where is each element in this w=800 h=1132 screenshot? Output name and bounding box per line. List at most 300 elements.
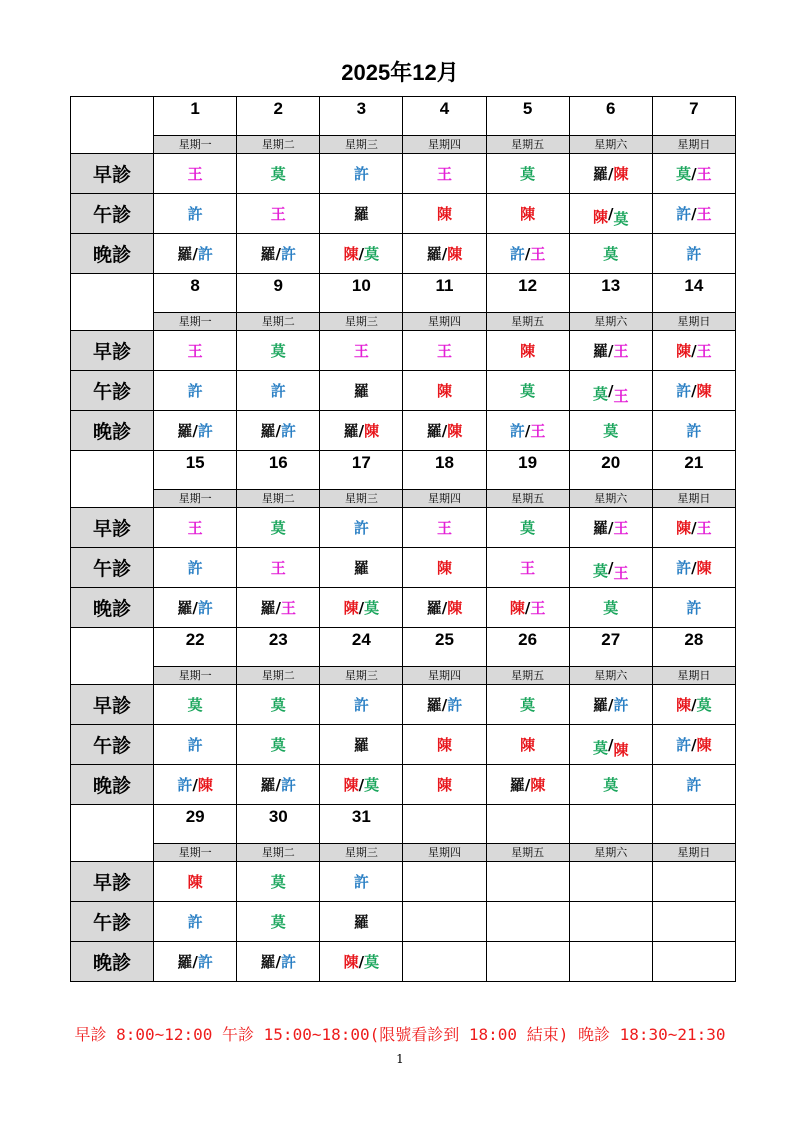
shift-cell xyxy=(320,685,403,725)
date-number xyxy=(652,805,735,844)
shift-cell xyxy=(320,194,403,234)
doctor-assignment xyxy=(320,517,402,538)
doctor-name: 莫 xyxy=(592,562,608,580)
clinic-hours-note: 早診 8:00~12:00 午診 15:00~18:00(限號看診到 18:00 結束) 晚診 18:30~21:30 xyxy=(74,1025,726,1044)
shift-cell xyxy=(569,902,652,942)
name-separator: / xyxy=(524,421,531,440)
date-number: 1 xyxy=(154,97,237,136)
date-number: 2 xyxy=(237,97,320,136)
session-row xyxy=(71,725,736,765)
doctor-assignment xyxy=(154,517,236,538)
doctor-name: 陳 xyxy=(676,696,692,714)
doctor-name: 許 xyxy=(676,205,692,223)
name-separator: / xyxy=(524,598,531,617)
doctor-name: 許 xyxy=(509,422,525,440)
shift-cell xyxy=(237,902,320,942)
shift-cell xyxy=(154,765,237,805)
doctor-name: 陳 xyxy=(520,736,536,754)
doctor-assignment xyxy=(320,380,402,401)
page-number: 1 xyxy=(396,1052,404,1066)
date-number: 19 xyxy=(486,451,569,490)
doctor-assignment xyxy=(320,243,402,264)
doctor-name: 莫 xyxy=(270,519,286,537)
doctor-name: 王 xyxy=(281,599,297,617)
doctor-name: 許 xyxy=(187,559,203,577)
doctor-assignment xyxy=(154,871,236,892)
doctor-assignment xyxy=(154,911,236,932)
doctor-name: 羅 xyxy=(260,422,276,440)
shift-cell xyxy=(403,194,486,234)
session-label: 早診 xyxy=(71,508,154,548)
name-separator: / xyxy=(192,775,198,794)
session-row xyxy=(71,154,736,194)
shift-cell xyxy=(320,765,403,805)
doctor-name: 羅 xyxy=(353,736,369,754)
shift-cell xyxy=(569,411,652,451)
weekday-label: 星期四 xyxy=(403,313,486,331)
doctor-name: 莫 xyxy=(364,245,380,263)
doctor-name: 王 xyxy=(270,205,286,223)
doctor-name: 陳 xyxy=(696,382,712,400)
doctor-name: 陳 xyxy=(447,245,463,263)
doctor-name: 莫 xyxy=(364,776,380,794)
doctor-assignment xyxy=(237,340,319,361)
doctor-assignment xyxy=(570,380,652,405)
doctor-name: 莫 xyxy=(270,736,286,754)
shift-cell xyxy=(569,508,652,548)
doctor-name: 陳 xyxy=(197,776,213,794)
date-row xyxy=(71,451,736,490)
doctor-assignment xyxy=(237,243,319,264)
name-separator: / xyxy=(275,421,282,440)
shift-cell xyxy=(320,588,403,628)
doctor-name: 陳 xyxy=(613,741,629,759)
doctor-assignment xyxy=(403,774,485,795)
doctor-name: 王 xyxy=(613,564,629,582)
doctor-assignment xyxy=(653,557,735,578)
week-header-blank xyxy=(71,628,154,685)
doctor-assignment xyxy=(653,163,735,184)
doctor-name: 莫 xyxy=(270,165,286,183)
doctor-name: 王 xyxy=(696,205,712,223)
doctor-name: 許 xyxy=(187,736,203,754)
doctor-assignment xyxy=(237,951,319,972)
date-number: 7 xyxy=(652,97,735,136)
week-header-blank xyxy=(71,805,154,862)
doctor-name: 莫 xyxy=(270,873,286,891)
session-label: 晚診 xyxy=(71,588,154,628)
weekday-label: 星期二 xyxy=(237,313,320,331)
doctor-assignment xyxy=(320,951,402,972)
shift-cell xyxy=(569,862,652,902)
date-number: 20 xyxy=(569,451,652,490)
doctor-assignment xyxy=(570,203,652,228)
doctor-assignment xyxy=(320,203,402,224)
doctor-assignment xyxy=(570,597,652,618)
doctor-assignment xyxy=(653,380,735,401)
shift-cell xyxy=(652,902,735,942)
shift-cell xyxy=(569,234,652,274)
name-separator: / xyxy=(691,735,697,754)
date-number: 28 xyxy=(652,628,735,667)
shift-cell xyxy=(154,942,237,982)
doctor-name: 陳 xyxy=(530,776,546,794)
doctor-name: 莫 xyxy=(520,382,536,400)
doctor-assignment xyxy=(653,203,735,224)
doctor-assignment xyxy=(154,420,236,441)
name-separator: / xyxy=(441,421,448,440)
name-separator: / xyxy=(691,695,697,714)
doctor-assignment xyxy=(237,203,319,224)
doctor-name: 莫 xyxy=(676,165,692,183)
shift-cell xyxy=(237,508,320,548)
name-separator: / xyxy=(691,164,697,183)
doctor-assignment xyxy=(320,163,402,184)
shift-cell xyxy=(486,942,569,982)
doctor-name: 王 xyxy=(696,519,712,537)
date-number: 27 xyxy=(569,628,652,667)
shift-cell xyxy=(486,411,569,451)
weekday-label: 星期二 xyxy=(237,844,320,862)
shift-cell xyxy=(486,765,569,805)
doctor-name: 莫 xyxy=(603,422,619,440)
doctor-name: 許 xyxy=(281,245,297,263)
week-header-blank xyxy=(71,451,154,508)
name-separator: / xyxy=(607,164,614,183)
doctor-name: 王 xyxy=(353,342,369,360)
doctor-name: 陳 xyxy=(436,776,452,794)
doctor-name: 莫 xyxy=(603,776,619,794)
weekday-label: 星期二 xyxy=(237,490,320,508)
shift-cell xyxy=(320,411,403,451)
shift-cell xyxy=(403,371,486,411)
doctor-name: 陳 xyxy=(343,245,359,263)
doctor-assignment xyxy=(237,774,319,795)
shift-cell xyxy=(486,548,569,588)
doctor-assignment xyxy=(653,340,735,361)
doctor-name: 王 xyxy=(696,165,712,183)
doctor-assignment xyxy=(403,243,485,264)
shift-cell xyxy=(652,685,735,725)
doctor-name: 許 xyxy=(676,736,692,754)
weekday-label: 星期六 xyxy=(569,136,652,154)
session-row xyxy=(71,588,736,628)
shift-cell xyxy=(403,411,486,451)
date-number: 13 xyxy=(569,274,652,313)
doctor-assignment xyxy=(487,557,569,578)
name-separator: / xyxy=(358,598,365,617)
date-number: 15 xyxy=(154,451,237,490)
doctor-assignment xyxy=(154,243,236,264)
doctor-name: 王 xyxy=(436,165,452,183)
shift-cell xyxy=(237,588,320,628)
date-number: 11 xyxy=(403,274,486,313)
doctor-assignment xyxy=(403,380,485,401)
doctor-assignment xyxy=(653,243,735,264)
date-number: 31 xyxy=(320,805,403,844)
weekday-row xyxy=(71,667,736,685)
name-separator: / xyxy=(607,735,614,754)
weekday-label: 星期三 xyxy=(320,313,403,331)
name-separator: / xyxy=(524,775,531,794)
weekday-label: 星期日 xyxy=(652,313,735,331)
shift-cell xyxy=(569,685,652,725)
session-row xyxy=(71,862,736,902)
weekday-label: 星期四 xyxy=(403,136,486,154)
shift-cell xyxy=(569,588,652,628)
shift-cell xyxy=(569,725,652,765)
doctor-name: 許 xyxy=(281,953,297,971)
doctor-assignment xyxy=(653,420,735,441)
doctor-name: 莫 xyxy=(592,385,608,403)
doctor-assignment xyxy=(403,517,485,538)
shift-cell xyxy=(652,588,735,628)
shift-cell xyxy=(237,411,320,451)
date-number: 5 xyxy=(486,97,569,136)
doctor-name: 王 xyxy=(696,342,712,360)
doctor-name: 王 xyxy=(530,245,546,263)
doctor-name: 陳 xyxy=(436,205,452,223)
shift-cell xyxy=(154,371,237,411)
session-row xyxy=(71,902,736,942)
doctor-name: 陳 xyxy=(696,559,712,577)
shift-cell xyxy=(569,765,652,805)
doctor-assignment xyxy=(320,871,402,892)
shift-cell xyxy=(237,194,320,234)
doctor-name: 羅 xyxy=(509,776,525,794)
weekday-label: 星期一 xyxy=(154,667,237,685)
doctor-assignment xyxy=(403,420,485,441)
shift-cell xyxy=(652,234,735,274)
weekday-label: 星期四 xyxy=(403,667,486,685)
shift-cell xyxy=(652,508,735,548)
shift-cell xyxy=(237,331,320,371)
shift-cell xyxy=(403,902,486,942)
doctor-name: 羅 xyxy=(426,696,442,714)
doctor-name: 王 xyxy=(613,387,629,405)
shift-cell xyxy=(569,154,652,194)
weekday-label: 星期日 xyxy=(652,844,735,862)
shift-cell xyxy=(486,588,569,628)
doctor-name: 陳 xyxy=(364,422,380,440)
shift-cell xyxy=(652,765,735,805)
session-row xyxy=(71,685,736,725)
shift-cell xyxy=(569,548,652,588)
doctor-assignment xyxy=(570,734,652,759)
shift-cell xyxy=(237,725,320,765)
date-number xyxy=(569,805,652,844)
doctor-name: 陳 xyxy=(343,953,359,971)
doctor-name: 王 xyxy=(530,422,546,440)
shift-cell xyxy=(320,371,403,411)
doctor-name: 王 xyxy=(187,165,203,183)
doctor-name: 許 xyxy=(197,245,213,263)
page-title: 2025年12月 xyxy=(341,60,459,85)
session-row xyxy=(71,765,736,805)
doctor-assignment xyxy=(487,163,569,184)
weekday-label: 星期二 xyxy=(237,136,320,154)
doctor-assignment xyxy=(320,597,402,618)
doctor-name: 陳 xyxy=(447,422,463,440)
name-separator: / xyxy=(691,518,697,537)
doctor-name: 羅 xyxy=(353,913,369,931)
doctor-name: 許 xyxy=(197,422,213,440)
name-separator: / xyxy=(441,598,448,617)
shift-cell xyxy=(652,725,735,765)
shift-cell xyxy=(486,331,569,371)
shift-cell xyxy=(154,234,237,274)
shift-cell xyxy=(237,862,320,902)
shift-cell xyxy=(154,411,237,451)
weekday-label: 星期五 xyxy=(486,313,569,331)
doctor-assignment xyxy=(154,734,236,755)
doctor-assignment xyxy=(237,517,319,538)
schedule-table xyxy=(70,96,736,982)
doctor-assignment xyxy=(237,420,319,441)
doctor-assignment xyxy=(320,734,402,755)
doctor-name: 羅 xyxy=(260,776,276,794)
doctor-assignment xyxy=(320,911,402,932)
doctor-name: 莫 xyxy=(592,739,608,757)
shift-cell xyxy=(403,548,486,588)
weekday-label: 星期一 xyxy=(154,844,237,862)
doctor-assignment xyxy=(403,694,485,715)
doctor-assignment xyxy=(653,774,735,795)
doctor-assignment xyxy=(237,871,319,892)
session-row xyxy=(71,371,736,411)
doctor-assignment xyxy=(487,734,569,755)
doctor-assignment xyxy=(320,694,402,715)
doctor-name: 陳 xyxy=(676,342,692,360)
doctor-name: 王 xyxy=(270,559,286,577)
doctor-assignment xyxy=(487,517,569,538)
name-separator: / xyxy=(441,244,448,263)
name-separator: / xyxy=(358,421,365,440)
doctor-name: 許 xyxy=(613,696,629,714)
weekday-label: 星期六 xyxy=(569,844,652,862)
weekday-row xyxy=(71,313,736,331)
name-separator: / xyxy=(607,695,614,714)
weekday-label: 星期日 xyxy=(652,136,735,154)
name-separator: / xyxy=(192,244,198,263)
date-number: 4 xyxy=(403,97,486,136)
date-row xyxy=(71,274,736,313)
doctor-assignment xyxy=(154,203,236,224)
shift-cell xyxy=(237,371,320,411)
shift-cell xyxy=(652,548,735,588)
doctor-name: 羅 xyxy=(592,519,608,537)
shift-cell xyxy=(320,902,403,942)
weekday-row xyxy=(71,136,736,154)
doctor-name: 許 xyxy=(187,205,203,223)
name-separator: / xyxy=(192,598,198,617)
shift-cell xyxy=(320,234,403,274)
doctor-name: 羅 xyxy=(592,342,608,360)
date-number xyxy=(486,805,569,844)
doctor-assignment xyxy=(487,774,569,795)
doctor-assignment xyxy=(320,340,402,361)
shift-cell xyxy=(486,371,569,411)
shift-cell xyxy=(403,765,486,805)
weekday-label: 星期六 xyxy=(569,313,652,331)
session-label: 晚診 xyxy=(71,942,154,982)
weekday-label: 星期二 xyxy=(237,667,320,685)
shift-cell xyxy=(652,411,735,451)
date-number: 22 xyxy=(154,628,237,667)
doctor-assignment xyxy=(403,340,485,361)
shift-cell xyxy=(652,154,735,194)
shift-cell xyxy=(154,588,237,628)
doctor-assignment xyxy=(154,774,236,795)
doctor-assignment xyxy=(487,380,569,401)
doctor-assignment xyxy=(154,380,236,401)
session-row xyxy=(71,331,736,371)
shift-cell xyxy=(569,331,652,371)
shift-cell xyxy=(403,331,486,371)
shift-cell xyxy=(569,194,652,234)
doctor-assignment xyxy=(570,774,652,795)
name-separator: / xyxy=(441,695,448,714)
session-row xyxy=(71,548,736,588)
weekday-label: 星期三 xyxy=(320,844,403,862)
doctor-name: 陳 xyxy=(436,736,452,754)
doctor-name: 莫 xyxy=(364,599,380,617)
shift-cell xyxy=(320,508,403,548)
doctor-name: 許 xyxy=(686,599,702,617)
session-label: 早診 xyxy=(71,685,154,725)
name-separator: / xyxy=(192,421,198,440)
session-label: 午診 xyxy=(71,371,154,411)
doctor-name: 莫 xyxy=(520,519,536,537)
doctor-name: 莫 xyxy=(603,245,619,263)
weekday-label: 星期三 xyxy=(320,667,403,685)
doctor-name: 羅 xyxy=(260,599,276,617)
name-separator: / xyxy=(691,341,697,360)
doctor-assignment xyxy=(570,420,652,441)
date-number: 3 xyxy=(320,97,403,136)
doctor-name: 陳 xyxy=(436,382,452,400)
doctor-name: 羅 xyxy=(426,599,442,617)
doctor-assignment xyxy=(653,734,735,755)
doctor-name: 許 xyxy=(281,776,297,794)
name-separator: / xyxy=(607,558,614,577)
doctor-name: 許 xyxy=(353,165,369,183)
shift-cell xyxy=(320,942,403,982)
doctor-assignment xyxy=(570,694,652,715)
doctor-assignment xyxy=(237,694,319,715)
doctor-name: 陳 xyxy=(343,599,359,617)
weekday-label: 星期日 xyxy=(652,667,735,685)
doctor-name: 羅 xyxy=(353,559,369,577)
shift-cell xyxy=(652,942,735,982)
doctor-assignment xyxy=(487,694,569,715)
name-separator: / xyxy=(691,381,697,400)
shift-cell xyxy=(154,331,237,371)
shift-cell xyxy=(320,548,403,588)
doctor-assignment xyxy=(487,420,569,441)
shift-cell xyxy=(403,685,486,725)
doctor-name: 陳 xyxy=(509,599,525,617)
doctor-name: 陳 xyxy=(520,342,536,360)
doctor-assignment xyxy=(570,243,652,264)
shift-cell xyxy=(154,725,237,765)
doctor-assignment xyxy=(154,694,236,715)
shift-cell xyxy=(403,725,486,765)
doctor-name: 陳 xyxy=(696,736,712,754)
name-separator: / xyxy=(275,244,282,263)
date-row xyxy=(71,628,736,667)
shift-cell xyxy=(154,685,237,725)
